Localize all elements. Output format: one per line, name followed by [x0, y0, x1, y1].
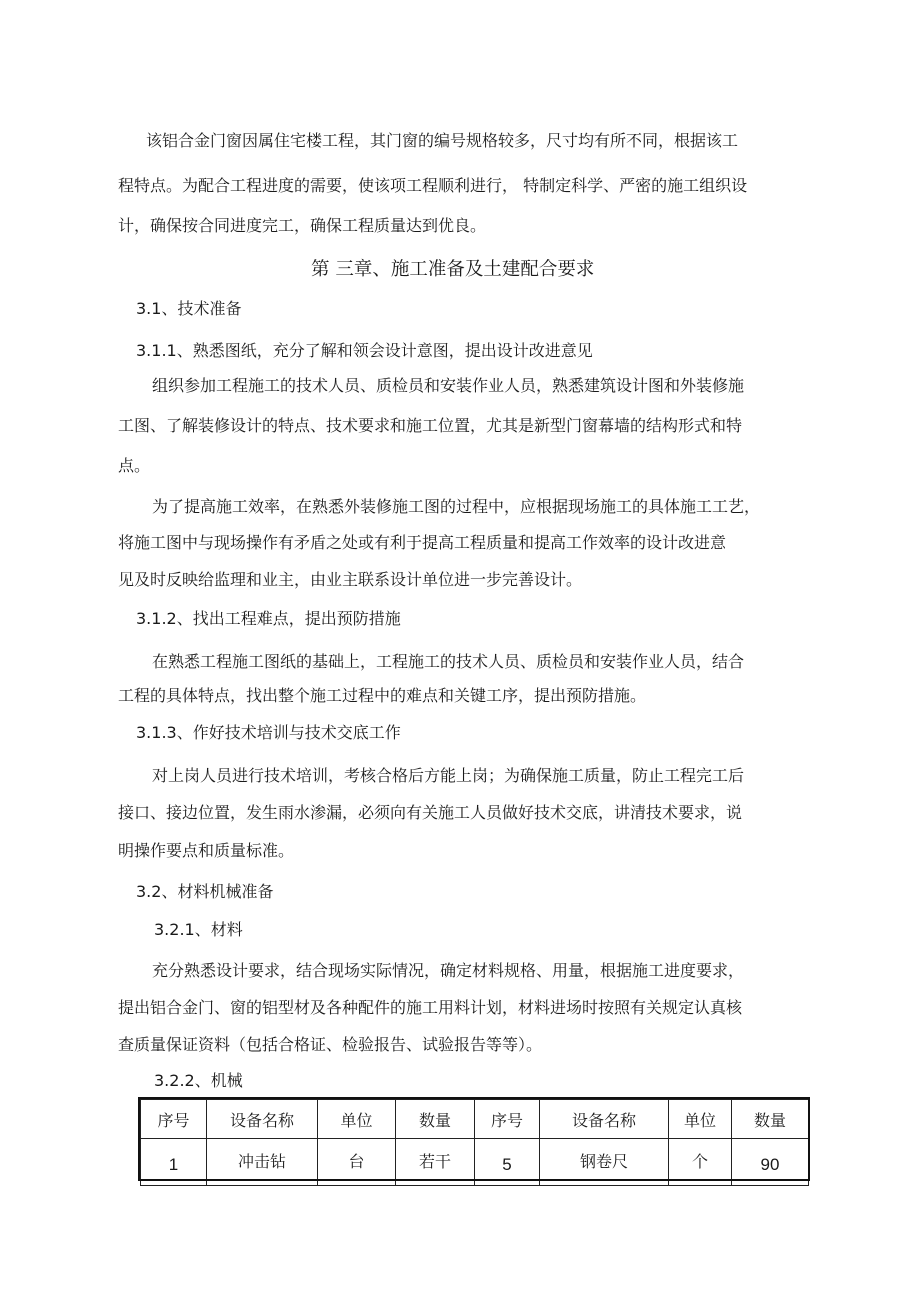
paragraph-line: 充分熟悉设计要求，结合现场实际情况，确定材料规格、用量，根据施工进度要求，: [152, 961, 745, 980]
section-heading-3-1-2: 3.1.2、找出工程难点，提出预防措施: [136, 609, 401, 628]
intro-line-3: 计，确保按合同进度完工，确保工程质量达到优良。: [118, 216, 487, 235]
section-heading-3-2-1: 3.2.1、材料: [154, 920, 243, 939]
paragraph-line: 明操作要点和质量标准。: [118, 841, 295, 860]
paragraph-line: 对上岗人员进行技术培训，考核合格后方能上岗；为确保施工质量，防止工程完工后: [152, 766, 745, 785]
table-header-cell: 单位: [669, 1100, 732, 1139]
table-header-cell: 数量: [732, 1100, 809, 1139]
paragraph-line: 为了提高施工效率，在熟悉外装修施工图的过程中，应根据现场施工的具体施工工艺，: [152, 497, 761, 516]
table-cell: 钢卷尺: [540, 1139, 669, 1186]
table-cell: 1: [141, 1139, 207, 1186]
equipment-table: [140, 1099, 809, 1186]
table-cell: 台: [318, 1139, 396, 1186]
section-heading-3-1-3: 3.1.3、作好技术培训与技术交底工作: [136, 723, 401, 742]
paragraph-line: 提出铝合金门、窗的铝型材及各种配件的施工用料计划，材料进场时按照有关规定认真核: [118, 998, 743, 1017]
paragraph-line: 查质量保证资料（包括合格证、检验报告、试验报告等等）。: [118, 1035, 543, 1054]
table-cell: 个: [669, 1139, 732, 1186]
table-cell: 冲击钻: [207, 1139, 318, 1186]
table-cell: 5: [475, 1139, 540, 1186]
paragraph-line: 见及时反映给监理和业主，由业主联系设计单位进一步完善设计。: [118, 570, 583, 589]
section-heading-3-1-1: 3.1.1、熟悉图纸，充分了解和领会设计意图，提出设计改进意见: [136, 341, 593, 360]
paragraph-line: 将施工图中与现场操作有矛盾之处或有利于提高工程质量和提高工作效率的设计改进意: [118, 533, 727, 552]
paragraph-line: 组织参加工程施工的技术人员、质检员和安装作业人员，熟悉建筑设计图和外装修施: [152, 376, 745, 395]
table-header-cell: 数量: [396, 1100, 475, 1139]
intro-line-2: 程特点。为配合工程进度的需要，使该项工程顺利进行， 特制定科学、严密的施工组织设: [118, 176, 748, 195]
table-cell: 90: [732, 1139, 809, 1186]
paragraph-line: 工程的具体特点，找出整个施工过程中的难点和关键工序，提出预防措施。: [118, 686, 647, 705]
section-heading-3-1: 3.1、技术准备: [136, 299, 242, 318]
table-header-cell: 设备名称: [540, 1100, 669, 1139]
paragraph-line: 工图、了解装修设计的特点、技术要求和施工位置，尤其是新型门窗幕墙的结构形式和特: [118, 416, 743, 435]
section-heading-3-2: 3.2、材料机械准备: [136, 882, 274, 901]
table-header-cell: 序号: [141, 1100, 207, 1139]
paragraph-line: 在熟悉工程施工图纸的基础上，工程施工的技术人员、质检员和安装作业人员，结合: [152, 652, 745, 671]
table-header-cell: 序号: [475, 1100, 540, 1139]
paragraph-line: 接口、接边位置，发生雨水渗漏，必须向有关施工人员做好技术交底，讲清技术要求，说: [118, 803, 743, 822]
chapter-title: 第 三章、施工准备及土建配合要求: [311, 259, 595, 280]
paragraph-line: 点。: [118, 456, 151, 475]
table-header-row: [141, 1100, 809, 1139]
table-cell: 若干: [396, 1139, 475, 1186]
table-header-cell: 设备名称: [207, 1100, 318, 1139]
table-header-cell: 单位: [318, 1100, 396, 1139]
intro-line-1: 该铝合金门窗因属住宅楼工程，其门窗的编号规格较多，尺寸均有所不同，根据该工: [146, 131, 739, 150]
section-heading-3-2-2: 3.2.2、机械: [154, 1071, 243, 1090]
table-row: [141, 1139, 809, 1186]
